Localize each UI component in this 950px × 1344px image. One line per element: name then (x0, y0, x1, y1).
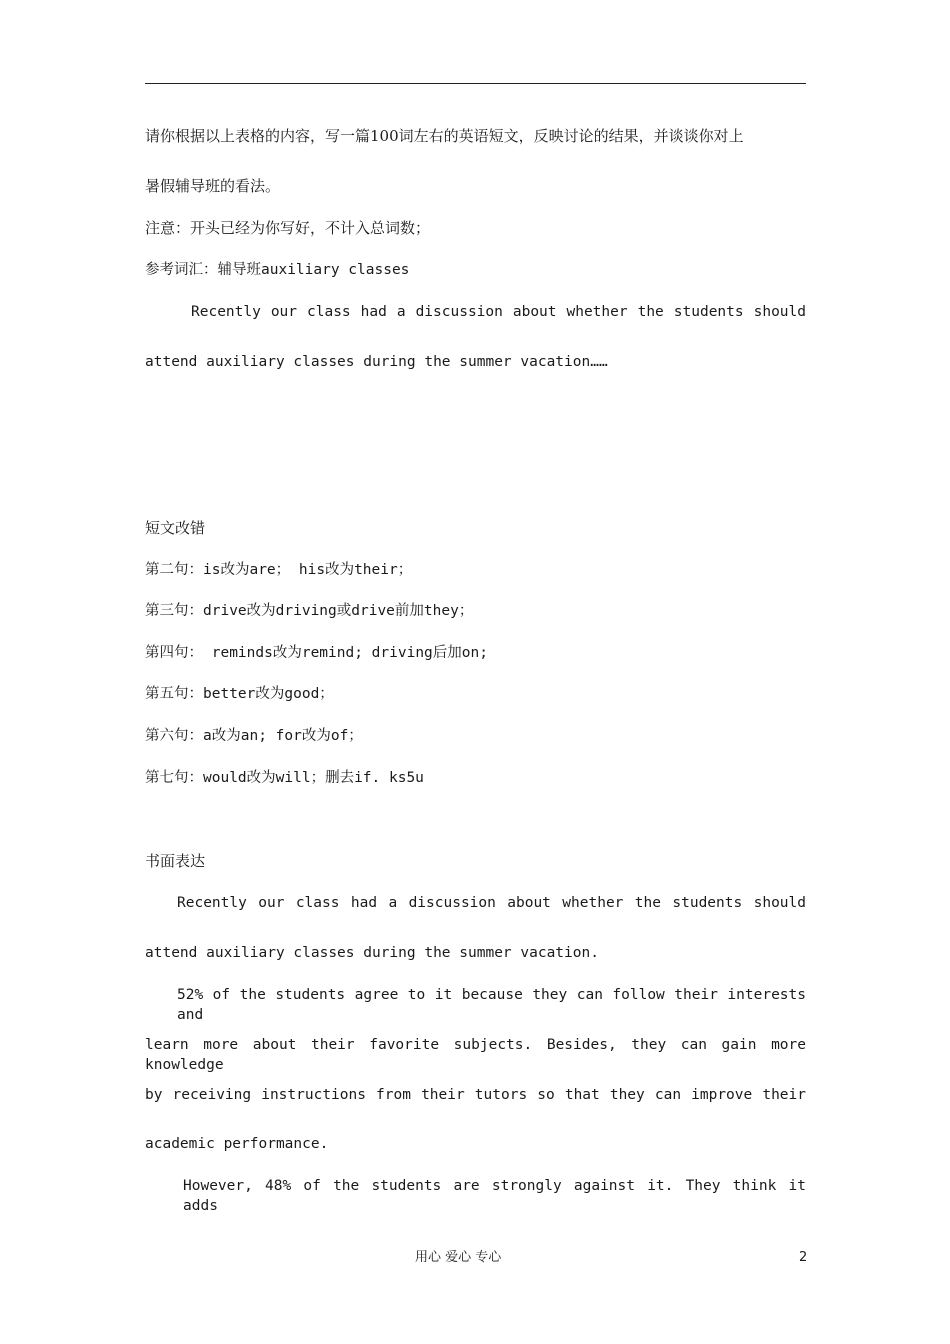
task-line-2: 暑假辅导班的看法。 (145, 177, 281, 195)
writing-line: 52% of the students agree to it because they can follow their interests and (177, 987, 806, 1023)
correction-item: 第三句：drive改为driving或drive前加they； (145, 603, 474, 619)
page-number: 2 (799, 1250, 808, 1265)
writing-heading: 书面表达 (145, 852, 206, 870)
writing-line: However, 48% of the students are strongly against it. They think it adds (183, 1178, 806, 1214)
correction-item: 第四句： reminds改为remind; driving后加on; (145, 645, 488, 661)
correction-item: 第六句：a改为an; for改为of； (145, 728, 363, 744)
writing-line: by receiving instructions from their tutors so that they can improve their (145, 1087, 806, 1103)
correction-item: 第二句：is改为are； his改为their； (145, 562, 413, 578)
writing-line: learn more about their favorite subjects. Besides, they can gain more knowledge (145, 1037, 806, 1073)
correction-item: 第五句：better改为good； (145, 686, 334, 702)
correction-heading: 短文改错 (145, 519, 206, 537)
opening-line-2: attend auxiliary classes during the summer vacation…… (145, 354, 608, 370)
writing-line: academic performance. (145, 1136, 329, 1152)
writing-line: Recently our class had a discussion about whether the students should (177, 895, 806, 911)
opening-line-1: Recently our class had a discussion about whether the students should (191, 304, 806, 320)
header-rule (145, 83, 806, 84)
footer-motto: 用心 爱心 专心 (415, 1250, 502, 1265)
correction-item: 第七句：would改为will；删去if. ks5u (145, 770, 424, 786)
task-line-1: 请你根据以上表格的内容，写一篇100词左右的英语短文，反映讨论的结果，并谈谈你对上 (145, 127, 744, 145)
writing-line: attend auxiliary classes during the summer vacation. (145, 945, 599, 961)
task-note: 注意：开头已经为你写好，不计入总词数； (145, 219, 431, 237)
task-vocab: 参考词汇：辅导班auxiliary classes (145, 262, 410, 278)
